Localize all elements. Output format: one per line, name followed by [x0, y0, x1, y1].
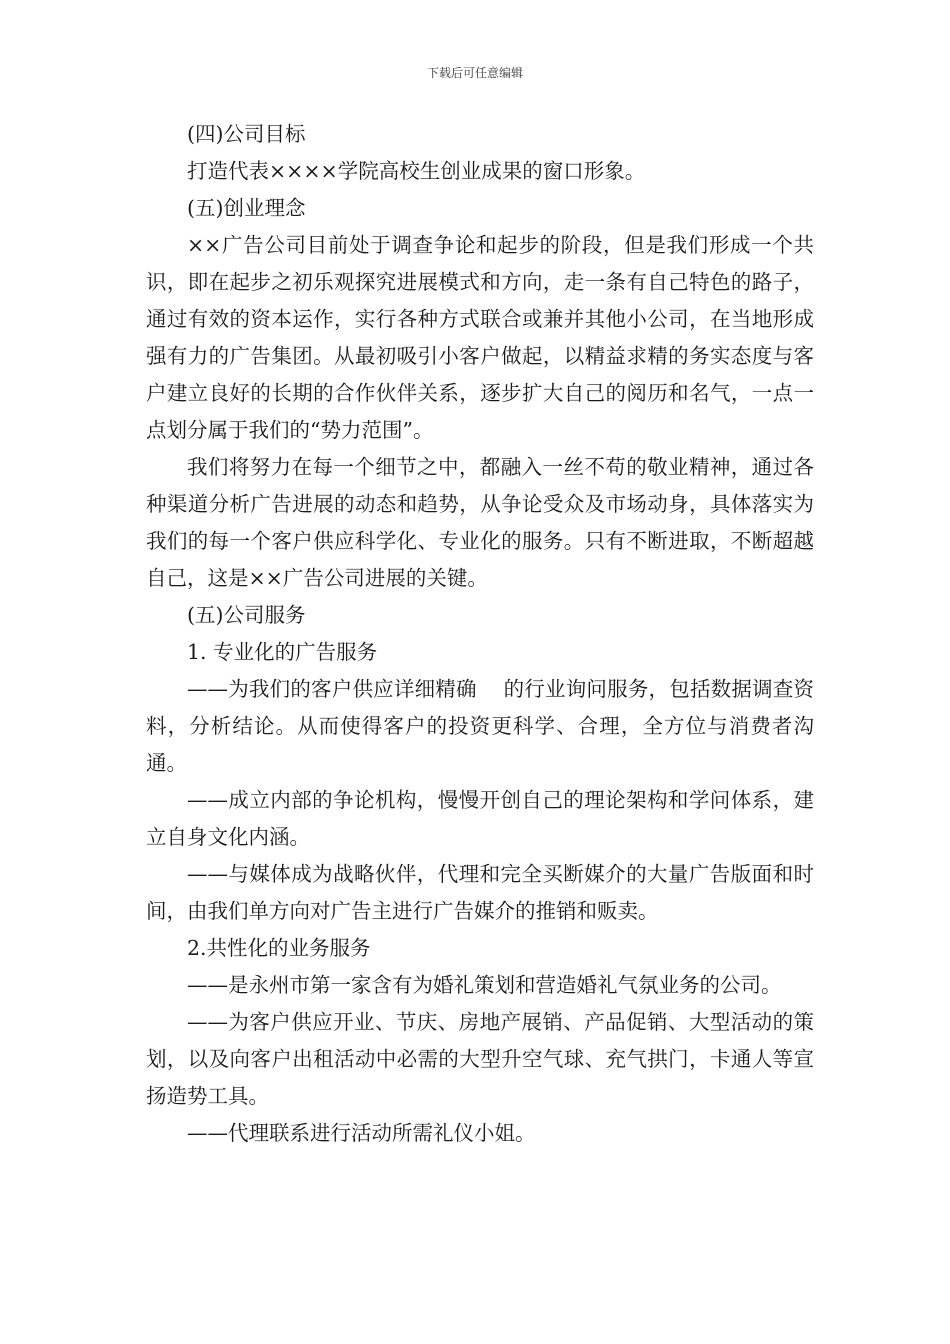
subheading-business-services: 2.共性化的业务服务 [187, 936, 371, 960]
section-heading-philosophy: (五)创业理念 [187, 196, 306, 220]
paragraph-philosophy-1: ××广告公司目前处于调查争论和起步的阶段，但是我们形成一个共识，即在起步之初乐观探究进展模式和方向，走一条有自己特色的路子，通过有效的资本运作，实行各种方式联合或兼并其他小公司，在当地形成强有力的广告集团。从最初吸引小客户做起，以精益求精的务实态度与客户建立良好的长期的合作伙伴关系，逐步扩大自己的阅历和名气，一点一点划分属于我们的“势力范围”。 [146, 233, 814, 442]
list-item: ——代理联系进行活动所需礼仪小姐。 [187, 1121, 536, 1145]
list-item: ——成立内部的争论机构，慢慢开创自己的理论架构和学问体系，建立自身文化内涵。 [146, 788, 814, 849]
page-header: 下载后可任意编辑 [426, 66, 523, 80]
section-heading-goal: (四)公司目标 [187, 122, 306, 146]
paragraph-goal: 打造代表××××学院高校生创业成果的窗口形象。 [187, 159, 646, 183]
document-body [146, 116, 814, 1152]
subheading-professional-services: 1. 专业化的广告服务 [187, 640, 378, 664]
list-item: ——为我们的客户供应详细精确 的行业询问服务，包括数据调查资料，分析结论。从而使得客户的投资更科学、合理，全方位与消费者沟通。 [146, 677, 814, 775]
list-item: ——是永州市第一家含有为婚礼策划和营造婚礼气氛业务的公司。 [187, 973, 782, 997]
section-heading-services: (五)公司服务 [187, 603, 306, 627]
list-item: ——为客户供应开业、节庆、房地产展销、产品促销、大型活动的策划，以及向客户出租活动中必需的大型升空气球、充气拱门，卡通人等宣扬造势工具。 [146, 1010, 814, 1108]
list-item: ——与媒体成为战略伙伴，代理和完全买断媒介的大量广告版面和时间，由我们单方向对广告主进行广告媒介的推销和贩卖。 [146, 862, 814, 923]
paragraph-philosophy-2: 我们将努力在每一个细节之中，都融入一丝不苟的敬业精神，通过各种渠道分析广告进展的动态和趋势，从争论受众及市场动身，具体落实为我们的每一个客户供应科学化、专业化的服务。只有不断进取，不断超越自己，这是××广告公司进展的关键。 [146, 455, 814, 590]
